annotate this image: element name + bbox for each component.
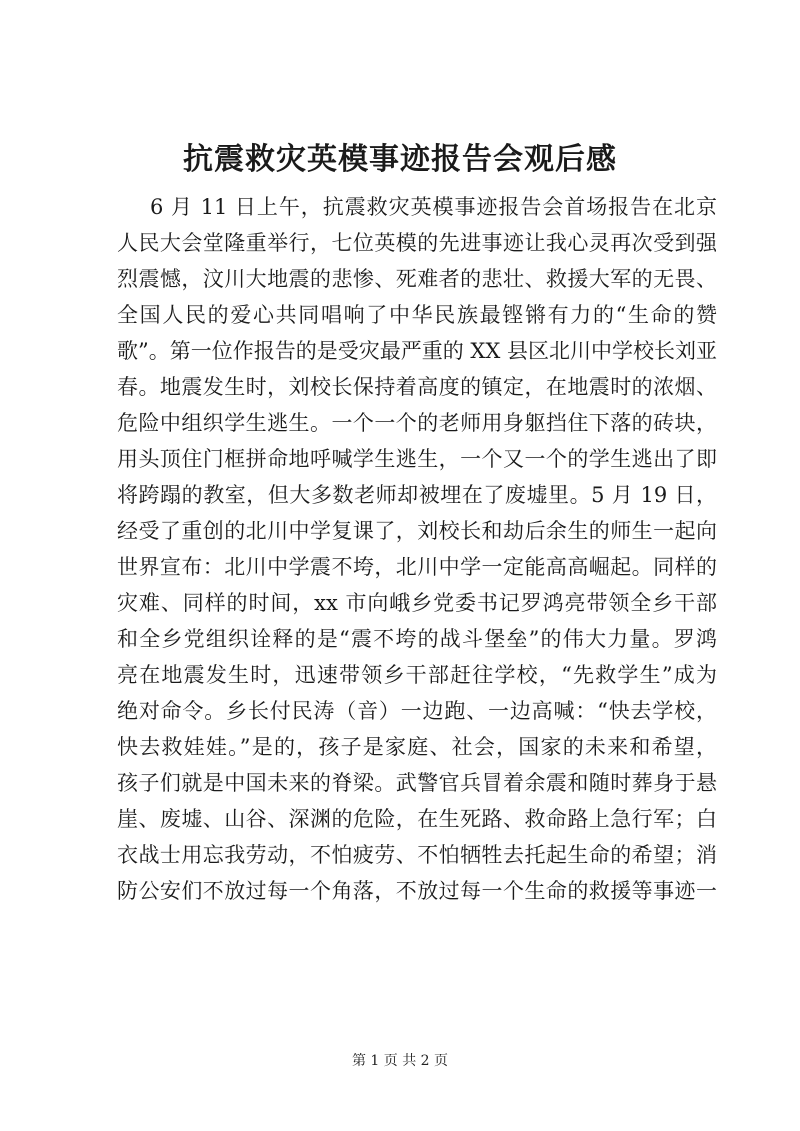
body-line: 将跨蹋的教室，但大多数老师却被埋在了废墟里。5 月 19 日， [117,483,717,507]
body-line: 衣战士用忘我劳动，不怕疲劳、不怕牺牲去托起生命的希望；消 [117,843,717,867]
document-body [117,189,717,909]
body-line: 崖、废墟、山谷、深渊的危险，在生死路、救命路上急行军；白 [117,807,717,831]
body-line: 歌”。第一位作报告的是受灾最严重的 XX 县区北川中学校长刘亚 [117,339,717,363]
body-line: 孩子们就是中国未来的脊梁。武警官兵冒着余震和随时葬身于悬 [117,771,717,795]
body-line: 经受了重创的北川中学复课了，刘校长和劫后余生的师生一起向 [117,519,717,543]
body-line: 全国人民的爱心共同唱响了中华民族最铿锵有力的“生命的赞 [117,303,717,327]
body-line: 6 月 11 日上午，抗震救灾英模事迹报告会首场报告在北京 [150,195,717,219]
body-line: 快去救娃娃。”是的，孩子是家庭、社会，国家的未来和希望， [117,735,717,759]
body-line: 人民大会堂隆重举行，七位英模的先进事迹让我心灵再次受到强 [117,231,717,255]
body-line: 灾难、同样的时间，xx 市向峨乡党委书记罗鸿亮带领全乡干部 [117,591,717,615]
body-line: 春。地震发生时，刘校长保持着高度的镇定，在地震时的浓烟、 [117,375,717,399]
body-line: 亮在地震发生时，迅速带领乡干部赶往学校，“先救学生”成为 [117,663,717,687]
body-line: 和全乡党组织诠释的是“震不垮的战斗堡垒”的伟大力量。罗鸿 [117,627,717,651]
body-line: 危险中组织学生逃生。一个一个的老师用身躯挡住下落的砖块， [117,411,717,435]
document-title: 抗震救灾英模事迹报告会观后感 [183,142,617,177]
body-line: 绝对命令。乡长付民涛（音）一边跑、一边高喊：“快去学校， [117,699,717,723]
body-line: 用头顶住门框拼命地呼喊学生逃生，一个又一个的学生逃出了即 [117,447,717,471]
body-line: 防公安们不放过每一个角落，不放过每一个生命的救援等事迹一 [117,879,717,903]
body-line: 世界宣布：北川中学震不垮，北川中学一定能高高崛起。同样的 [117,555,717,579]
body-line: 烈震憾，汶川大地震的悲惨、死难者的悲壮、救援大军的无畏、 [117,267,717,291]
page-footer: 第 1 页 共 2 页 [351,1053,449,1069]
